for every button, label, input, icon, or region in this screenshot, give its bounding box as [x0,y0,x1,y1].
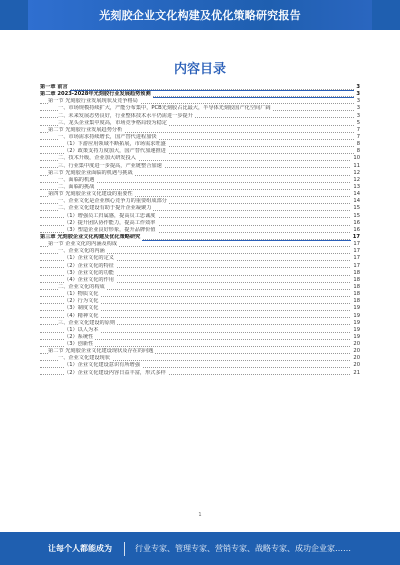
toc-entry-label: 第三节 光刻胶企业面临的机遇与挑战 [48,169,133,176]
toc-entry-label: （2）政策支持力度加大，国产替代加速推进 [64,148,166,155]
toc-entry-label: 第二节 光刻胶企业文化建设现状及存在的问题 [48,348,154,355]
toc-entry-page: 3 [356,112,360,119]
toc-entry[interactable] [40,241,360,248]
toc-entry-label: 一、市场规模持续扩大，产能分布集中，PCB光刻胶占比最大，半导体光刻胶国产化空间广阔 [58,105,271,112]
toc-entry-label: （1）物质文化 [64,291,99,298]
toc-entry-page: 19 [353,305,360,312]
footer-experts: 行业专家、管理专家、营销专家、战略专家、成功企业家…… [135,544,351,553]
table-of-contents [40,84,360,377]
toc-entry-page: 13 [353,183,360,190]
toc-entry-label: 一、市场需求持续增长，国产替代进程加快 [58,133,157,140]
toc-entry-page: 17 [353,248,360,255]
toc-entry-page: 12 [353,169,360,176]
toc-entry-page: 20 [353,341,360,348]
toc-entry-label: （3）创新性 [64,341,94,348]
toc-entry[interactable] [40,298,360,305]
toc-entry-page: 7 [356,133,360,140]
toc-entry[interactable] [40,134,360,141]
toc-entry[interactable] [40,98,360,105]
toc-entry-page: 18 [353,298,360,305]
toc-entry[interactable] [40,155,360,162]
toc-entry-page: 17 [352,233,360,240]
toc-entry[interactable] [40,263,360,270]
toc-entry[interactable] [40,234,360,241]
toc-entry-page: 19 [353,333,360,340]
toc-entry[interactable] [40,320,360,327]
toc-entry[interactable] [40,120,360,127]
toc-entry-page: 18 [353,269,360,276]
toc-entry-page: 12 [353,176,360,183]
toc-entry[interactable] [40,248,360,255]
toc-entry[interactable] [40,305,360,312]
toc-entry-label: （1）企业文化的定义 [64,255,114,262]
toc-entry-label: （2）行为文化 [64,298,99,305]
toc-entry-page: 17 [353,255,360,262]
toc-entry[interactable] [40,127,360,134]
toc-entry[interactable] [40,291,360,298]
toc-entry-label: （3）塑造企业良好形象，提升品牌价值 [64,226,156,233]
toc-entry-label: （4）精神文化 [64,312,99,319]
header-title: 光刻胶企业文化构建及优化策略研究报告 [28,0,372,30]
toc-entry[interactable] [40,177,360,184]
toc-entry-page: 10 [353,155,360,162]
toc-entry-page: 7 [356,126,360,133]
header-left-accent [0,0,28,30]
toc-entry-label: 二、技术升级，企业加大研发投入 [58,155,136,162]
toc-entry-page: 17 [353,241,360,248]
toc-entry-label: （1）下游应用领域不断拓展，市场需求旺盛 [64,141,166,148]
toc-entry[interactable] [40,370,360,377]
toc-entry[interactable] [40,255,360,262]
toc-entry-page: 16 [353,226,360,233]
toc-entry-page: 19 [353,326,360,333]
footer-divider [124,542,125,556]
toc-entry-label: 第二节 光刻胶行业发展趋势分析 [48,126,123,133]
toc-entry-label: （3）企业文化的功能 [64,269,114,276]
toc-entry-page: 20 [353,362,360,369]
toc-entry-label: （1）增强员工归属感，提高员工忠诚度 [64,212,156,219]
toc-entry-label: 一、企业文化是企业核心竞争力的重要组成部分 [58,198,167,205]
toc-entry-page: 20 [353,348,360,355]
toc-entry-page: 16 [353,219,360,226]
toc-entry-page: 3 [356,105,360,112]
toc-entry[interactable] [40,205,360,212]
toc-entry[interactable] [40,277,360,284]
toc-entry-page: 8 [356,141,360,148]
toc-entry[interactable] [40,105,360,112]
toc-entry-page: 19 [353,319,360,326]
toc-entry[interactable] [40,362,360,369]
toc-entry-label: （1）以人为本 [64,326,99,333]
toc-entry-label: 三、行业集中度进一步提高，产业链整合加速 [58,162,162,169]
toc-title: 内容目录 [173,62,226,77]
toc-entry-label: （2）系统性 [64,333,94,340]
toc-entry[interactable] [40,184,360,191]
toc-entry-label: 一、企业文化建设现状 [58,355,110,362]
toc-entry-label: （4）企业文化的作用 [64,276,114,283]
report-header [0,0,400,30]
toc-entry-label: 第一章 前言 [40,84,68,90]
toc-entry-page: 21 [353,369,360,376]
toc-entry-page: 3 [356,98,360,105]
toc-entry-page: 18 [353,276,360,283]
footer-slogan: 让每个人都能成为 [48,544,112,553]
toc-entry-label: 三、龙头企业集中度高，市场竞争格局较为稳定 [58,119,167,126]
toc-entry-page: 11 [353,162,360,169]
toc-entry[interactable] [40,163,360,170]
toc-entry-label: （2）企业文化的特征 [64,262,114,269]
toc-entry[interactable] [40,113,360,120]
toc-entry-page: 5 [356,119,360,126]
toc-entry[interactable] [40,213,360,220]
toc-entry-label: 二、企业文化的构成 [58,283,105,290]
toc-entry-label: 第四节 光刻胶企业文化建设的重要性 [48,191,133,198]
toc-entry[interactable] [40,227,360,234]
toc-entry[interactable] [40,91,360,98]
toc-entry-page: 17 [353,262,360,269]
toc-entry-label: 第一节 光刻胶行业发展现状及竞争格局 [48,98,138,105]
toc-entry-page: 20 [353,355,360,362]
toc-entry[interactable] [40,148,360,155]
toc-entry-label: 二、未来发展态势良好，行业整体技术水平仍需进一步提升 [58,112,193,119]
toc-entry[interactable] [40,327,360,334]
toc-entry-label: 第三章 光刻胶企业文化构建及优化策略研究 [40,233,141,240]
toc-entry[interactable] [40,198,360,205]
toc-entry[interactable] [40,334,360,341]
page-number: 1 [198,512,202,518]
footer-banner [0,532,400,565]
toc-entry-page: 8 [356,148,360,155]
toc-entry-page: 15 [353,212,360,219]
toc-entry[interactable] [40,141,360,148]
toc-entry[interactable] [40,84,360,91]
toc-entry-label: 二、企业文化建设有助于提升企业凝聚力 [58,205,152,212]
toc-entry-page: 19 [353,312,360,319]
toc-entry[interactable] [40,341,360,348]
toc-entry[interactable] [40,313,360,320]
toc-entry-page: 14 [353,191,360,198]
toc-entry-label: 一、企业文化的内涵 [58,248,105,255]
toc-entry-label: 第一节 企业文化的内涵及构成 [48,241,118,248]
toc-entry-label: 三、企业文化建设的原则 [58,319,116,326]
toc-entry[interactable] [40,355,360,362]
toc-entry[interactable] [40,220,360,227]
toc-entry-label: 一、面临的机遇 [58,176,95,183]
toc-entry[interactable] [40,191,360,198]
header-right-accent [372,0,400,30]
toc-entry-label: （3）制度文化 [64,305,99,312]
toc-entry-label: （2）提升团队协作能力，提高工作效率 [64,219,156,226]
toc-entry-label: （1）企业文化建设意识有所增强 [64,362,140,369]
toc-entry-label: 二、面临的挑战 [58,183,95,190]
toc-entry-page: 14 [353,198,360,205]
toc-entry[interactable] [40,170,360,177]
toc-entry[interactable] [40,284,360,291]
toc-entry[interactable] [40,270,360,277]
toc-entry-page: 18 [353,283,360,290]
toc-entry-page: 18 [353,291,360,298]
toc-entry[interactable] [40,348,360,355]
toc-entry-label: （2）企业文化建设内容日益丰富，形式多样 [64,369,166,376]
toc-entry-label: 第二章 2023-2028年光刻胶行业发展趋势预测 [40,91,151,98]
toc-entry-page: 3 [356,84,360,90]
toc-entry-page: 3 [356,91,360,98]
toc-entry-page: 15 [353,205,360,212]
